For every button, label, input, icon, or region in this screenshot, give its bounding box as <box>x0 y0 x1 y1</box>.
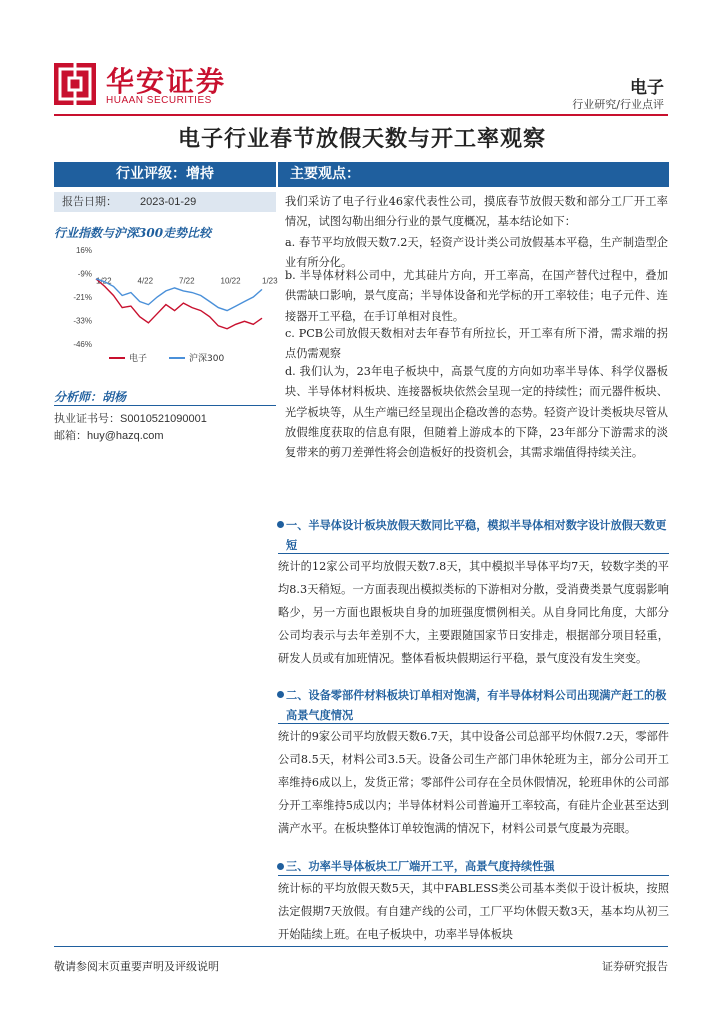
section-3-divider <box>278 875 669 876</box>
report-date-row <box>54 192 276 212</box>
logo-english-text: HUAAN SECURITIES <box>106 95 212 106</box>
footer-divider <box>54 946 668 947</box>
logo-icon <box>54 63 96 105</box>
section-1-body: 统计的12家公司平均放假天数7.8天，其中模拟半导体平均7天，较数字类的平均8.3天稍短。一方面表现出模拟类标的下游相对分散，受消费类景气度弱影响略少，另一方面也跟板块自身的加班强度惯例相关。从自身同比角度，大部分公司均表示与去年差别不大，主要跟随国家节日安排走，根据部分项目轻重，研发人员或有加班情况。整体看板块假期运行平稳，景气度没有发生突变。 <box>278 560 669 665</box>
logo-chinese-text: 华安证券 <box>106 65 227 98</box>
section-3-body: 统计标的平均放假天数5天，其中FABLESS类公司基本类似于设计板块，按照法定假期7天放假。有自建产线的公司，工厂平均休假天数3天，基本均从初三开始陆续上班。在电子板块中，功率半导体板块 <box>278 882 669 941</box>
email-row <box>54 427 164 443</box>
legend-label: 沪深300 <box>189 354 225 364</box>
point-d: d. 我们认为，23年电子板块中，高景气度的方向如功率半导体、科学仪器板块、半导体材料板块、连接器板块依然会呈现一定的持续性；而元器件板块、光学板块等，从生产端已经呈现出企稳改善的态势。轻资产设计类板块尽管从放假维度获取的信息有限，但随着上游成本的下降，23年部分下游需求的淡复带来的剪刀差弹性将会创造板好的投资机会，其需求端值得持续关注。 <box>285 365 668 460</box>
section-1-bullet-icon <box>277 521 284 528</box>
disclaimer-link[interactable]: 敬请参阅末页重要声明及评级说明 <box>54 961 219 973</box>
chart-title: 行业指数与沪深300走势比较 <box>54 226 212 240</box>
section-3-bullet-icon <box>277 863 284 870</box>
section-2-bullet-icon <box>277 691 284 698</box>
x-tick-label: 1/23 <box>262 276 278 286</box>
report-date-value: 2023-01-29 <box>140 196 197 208</box>
footer-report-label: 证券研究报告 <box>602 961 668 973</box>
section-2-divider <box>278 723 669 724</box>
section-3-title: 三、功率半导体板块工厂端开工平，高景气度持续性强 <box>286 859 555 873</box>
report-type-label: 行业研究/行业点评 <box>572 98 664 111</box>
y-tick-label: -33% <box>73 316 92 326</box>
report-date-label: 报告日期： <box>62 195 117 208</box>
industry-label: 电子 <box>630 78 664 98</box>
chart-svg <box>54 244 276 370</box>
certificate-label: 执业证书号： <box>54 412 120 425</box>
point-a: a. 春节平均放假天数7.2天，轻资产设计类公司放假基本平稳，生产制造型企业有所分化。 <box>285 236 668 270</box>
main-points-heading: 主要观点： <box>290 166 360 182</box>
point-c: c. PCB公司放假天数相对去年春节有所拉长，开工率有所下滑，需求端的拐点仍需观察 <box>285 327 668 361</box>
certificate-row <box>54 410 207 426</box>
main-points-header <box>278 162 669 187</box>
certificate-number: S0010521090001 <box>120 413 207 425</box>
email-link[interactable]: huy@hazq.com <box>87 430 164 442</box>
intro-paragraph: 我们采访了电子行业46家代表性公司，摸底春节放假天数和部分工厂开工率情况，试图勾勒出细分行业的景气度概况，基本结论如下： <box>285 195 668 229</box>
email-label: 邮箱： <box>54 429 87 442</box>
industry-rating-badge: 行业评级：增持 <box>54 162 276 187</box>
analyst-name: 分析师：胡杨 <box>54 390 127 404</box>
x-tick-label: 1/22 <box>96 276 112 286</box>
x-tick-label: 10/22 <box>220 276 241 286</box>
y-tick-label: -21% <box>73 293 92 302</box>
x-tick-label: 7/22 <box>179 276 195 286</box>
index-comparison-chart <box>54 244 276 370</box>
section-1-title: 一、半导体设计板块放假天数同比平稳，模拟半导体相对数字设计放假天数更短 <box>286 518 667 552</box>
legend-label: 电子 <box>129 354 148 364</box>
x-tick-label: 4/22 <box>137 276 154 286</box>
y-tick-label: -9% <box>77 269 92 279</box>
analyst-divider <box>54 405 276 406</box>
series-line-electronics <box>96 279 262 329</box>
page-title: 电子行业春节放假天数与开工率观察 <box>177 126 546 152</box>
section-2-title: 二、设备零部件材料板块订单相对饱满，有半导体材料公司出现满产赶工的极高景气度情况 <box>286 688 667 722</box>
section-1-divider <box>278 553 669 554</box>
y-tick-label: 16% <box>75 246 92 255</box>
header-divider <box>54 114 668 116</box>
y-tick-label: -46% <box>73 340 92 349</box>
section-2-body: 统计的9家公司平均放假天数6.7天，其中设备公司总部平均休假7.2天，零部件公司8.5天，材料公司3.5天。设备公司生产部门串休轮班为主，部分公司开工率维持6成以上，发货正常；零部件公司存在全员休假情况，轮班串休的公司部分开工率维持5成以内；半导体材料公司普遍开工率较高，有硅片企业甚至达到满产水平。在板块整体订单较饱满的情况下，材料公司景气度最为亮眼。 <box>278 730 669 835</box>
point-b: b. 半导体材料公司中，尤其硅片方向，开工率高，在国产替代过程中，叠加供需缺口影响，景气度高；半导体设备和光学标的开工率较佳；电子元件、连接器开工平稳，在手订单相对良性。 <box>285 269 668 323</box>
